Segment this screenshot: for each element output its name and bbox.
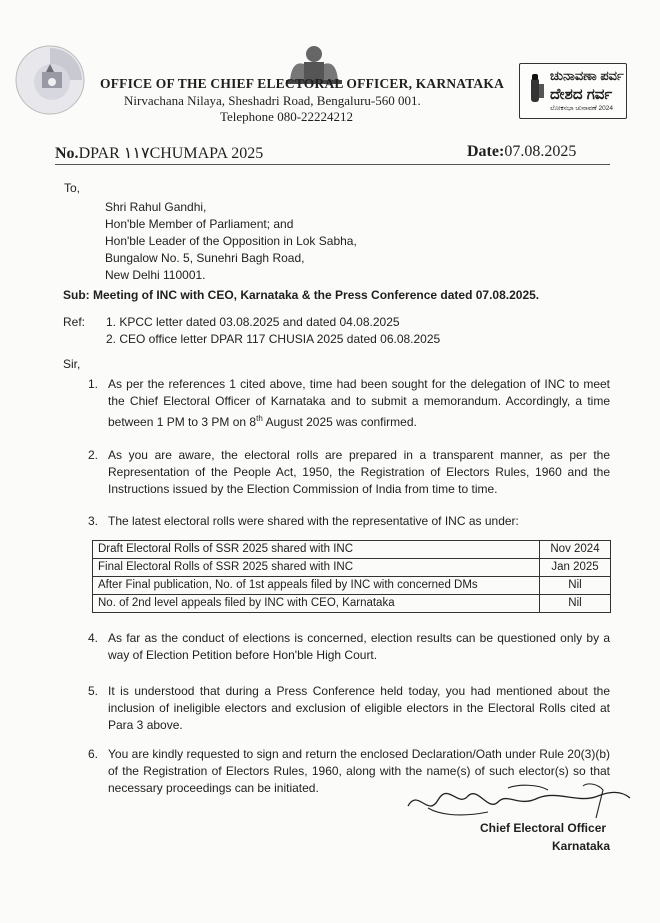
- addressee-line: Hon'ble Member of Parliament; and: [105, 217, 294, 231]
- letter-date: Date:07.08.2025: [467, 143, 577, 160]
- table-cell-label: After Final publication, No. of 1st appeals filed by INC with concerned DMs: [93, 577, 540, 595]
- table-row: [93, 595, 611, 613]
- ballot-finger-icon: [524, 72, 548, 108]
- office-address: Nirvachana Nilaya, Sheshadri Road, Bengaluru-560 001.: [124, 93, 421, 108]
- para-number: 1.: [88, 377, 99, 391]
- ref-label: Ref:: [63, 315, 86, 329]
- table-cell-value: Jan 2025: [540, 559, 611, 577]
- paragraph-1: As per the references 1 cited above, time had been sought for the delegation of INC to meet the Chief Electoral Officer of Karnataka and to submit a memorandum. Accordingly, a time between 1 PM to 3 PM on 8th August 2025 was confirmed.: [108, 377, 610, 429]
- table-cell-label: No. of 2nd level appeals filed by INC with CEO, Karnataka: [93, 595, 540, 613]
- to-label: To,: [64, 181, 81, 195]
- table-cell-value: Nil: [540, 577, 611, 595]
- reference-number: No.DPAR ١١٧CHUMAPA 2025: [55, 145, 264, 162]
- office-telephone: Telephone 080-22224212: [220, 109, 354, 124]
- table-row: [93, 541, 611, 559]
- ref-item: 1. KPCC letter dated 03.08.2025 and dated 04.08.2025: [106, 315, 400, 329]
- addressee-line: Hon'ble Leader of the Opposition in Lok Sabha,: [105, 234, 357, 248]
- para-number: 6.: [88, 747, 99, 761]
- table-row: [93, 577, 611, 595]
- election-logo-icon: [12, 42, 88, 118]
- para-number: 2.: [88, 448, 99, 462]
- signatory-title: Chief Electoral Officer: [480, 821, 607, 835]
- paragraph-2: As you are aware, the electoral rolls are prepared in a transparent manner, as per the Representation of the People Act, 1950, the Registration of Electors Rules, 1960 and the Instructions issued by the Election Commission of India from time to time.: [108, 448, 610, 496]
- paragraph-4: As far as the conduct of elections is concerned, election results can be questioned only by a way of Election Petition before Hon'ble High Court.: [108, 631, 610, 662]
- para-number: 5.: [88, 684, 99, 698]
- salutation: Sir,: [63, 357, 81, 371]
- addressee-line: Shri Rahul Gandhi,: [105, 200, 207, 214]
- table-cell-value: Nil: [540, 595, 611, 613]
- addressee-line: Bungalow No. 5, Sunehri Bagh Road,: [105, 251, 305, 265]
- office-title: OFFICE OF THE CHIEF ELECTORAL OFFICER, KARNATAKA: [100, 76, 505, 91]
- paragraph-6: You are kindly requested to sign and return the enclosed Declaration/Oath under Rule 20(3)(b) of the Registration of Electors Rules, 1960, along with the name(s) of such elector(s) so that necessary proceedings can be initiated.: [108, 747, 610, 795]
- badge-text-2: ದೇಶದ ಗರ್ವ: [550, 86, 613, 103]
- subject-line: Sub: Meeting of INC with CEO, Karnataka & the Press Conference dated 07.08.2025.: [63, 288, 540, 302]
- electoral-rolls-table: [92, 540, 611, 613]
- ref-item: 2. CEO office letter DPAR 117 CHUSIA 2025 dated 06.08.2025: [106, 332, 441, 346]
- table-cell-label: Final Electoral Rolls of SSR 2025 shared with INC: [93, 559, 540, 577]
- table-cell-value: Nov 2024: [540, 541, 611, 559]
- paragraph-5: It is understood that during a Press Conference held today, you had mentioned about the inclusion of ineligible electors and exclusion of eligible electors in the Electoral Rolls cited at Para 3 above.: [108, 684, 610, 732]
- table-row: [93, 559, 611, 577]
- para-number: 3.: [88, 514, 99, 528]
- signatory-place: Karnataka: [552, 839, 611, 853]
- badge-text-3: ಲೋಕಸಭಾ ಚುನಾವಣೆ 2024: [550, 105, 613, 112]
- election-badge: [519, 63, 627, 119]
- table-cell-label: Draft Electoral Rolls of SSR 2025 shared with INC: [93, 541, 540, 559]
- addressee-line: New Delhi 110001.: [105, 268, 206, 282]
- header-divider: [55, 164, 610, 165]
- badge-text-1: ಚುನಾವಣಾ ಪರ್ವ: [550, 68, 624, 83]
- paragraph-3: The latest electoral rolls were shared with the representative of INC as under:: [108, 514, 519, 528]
- para-number: 4.: [88, 631, 99, 645]
